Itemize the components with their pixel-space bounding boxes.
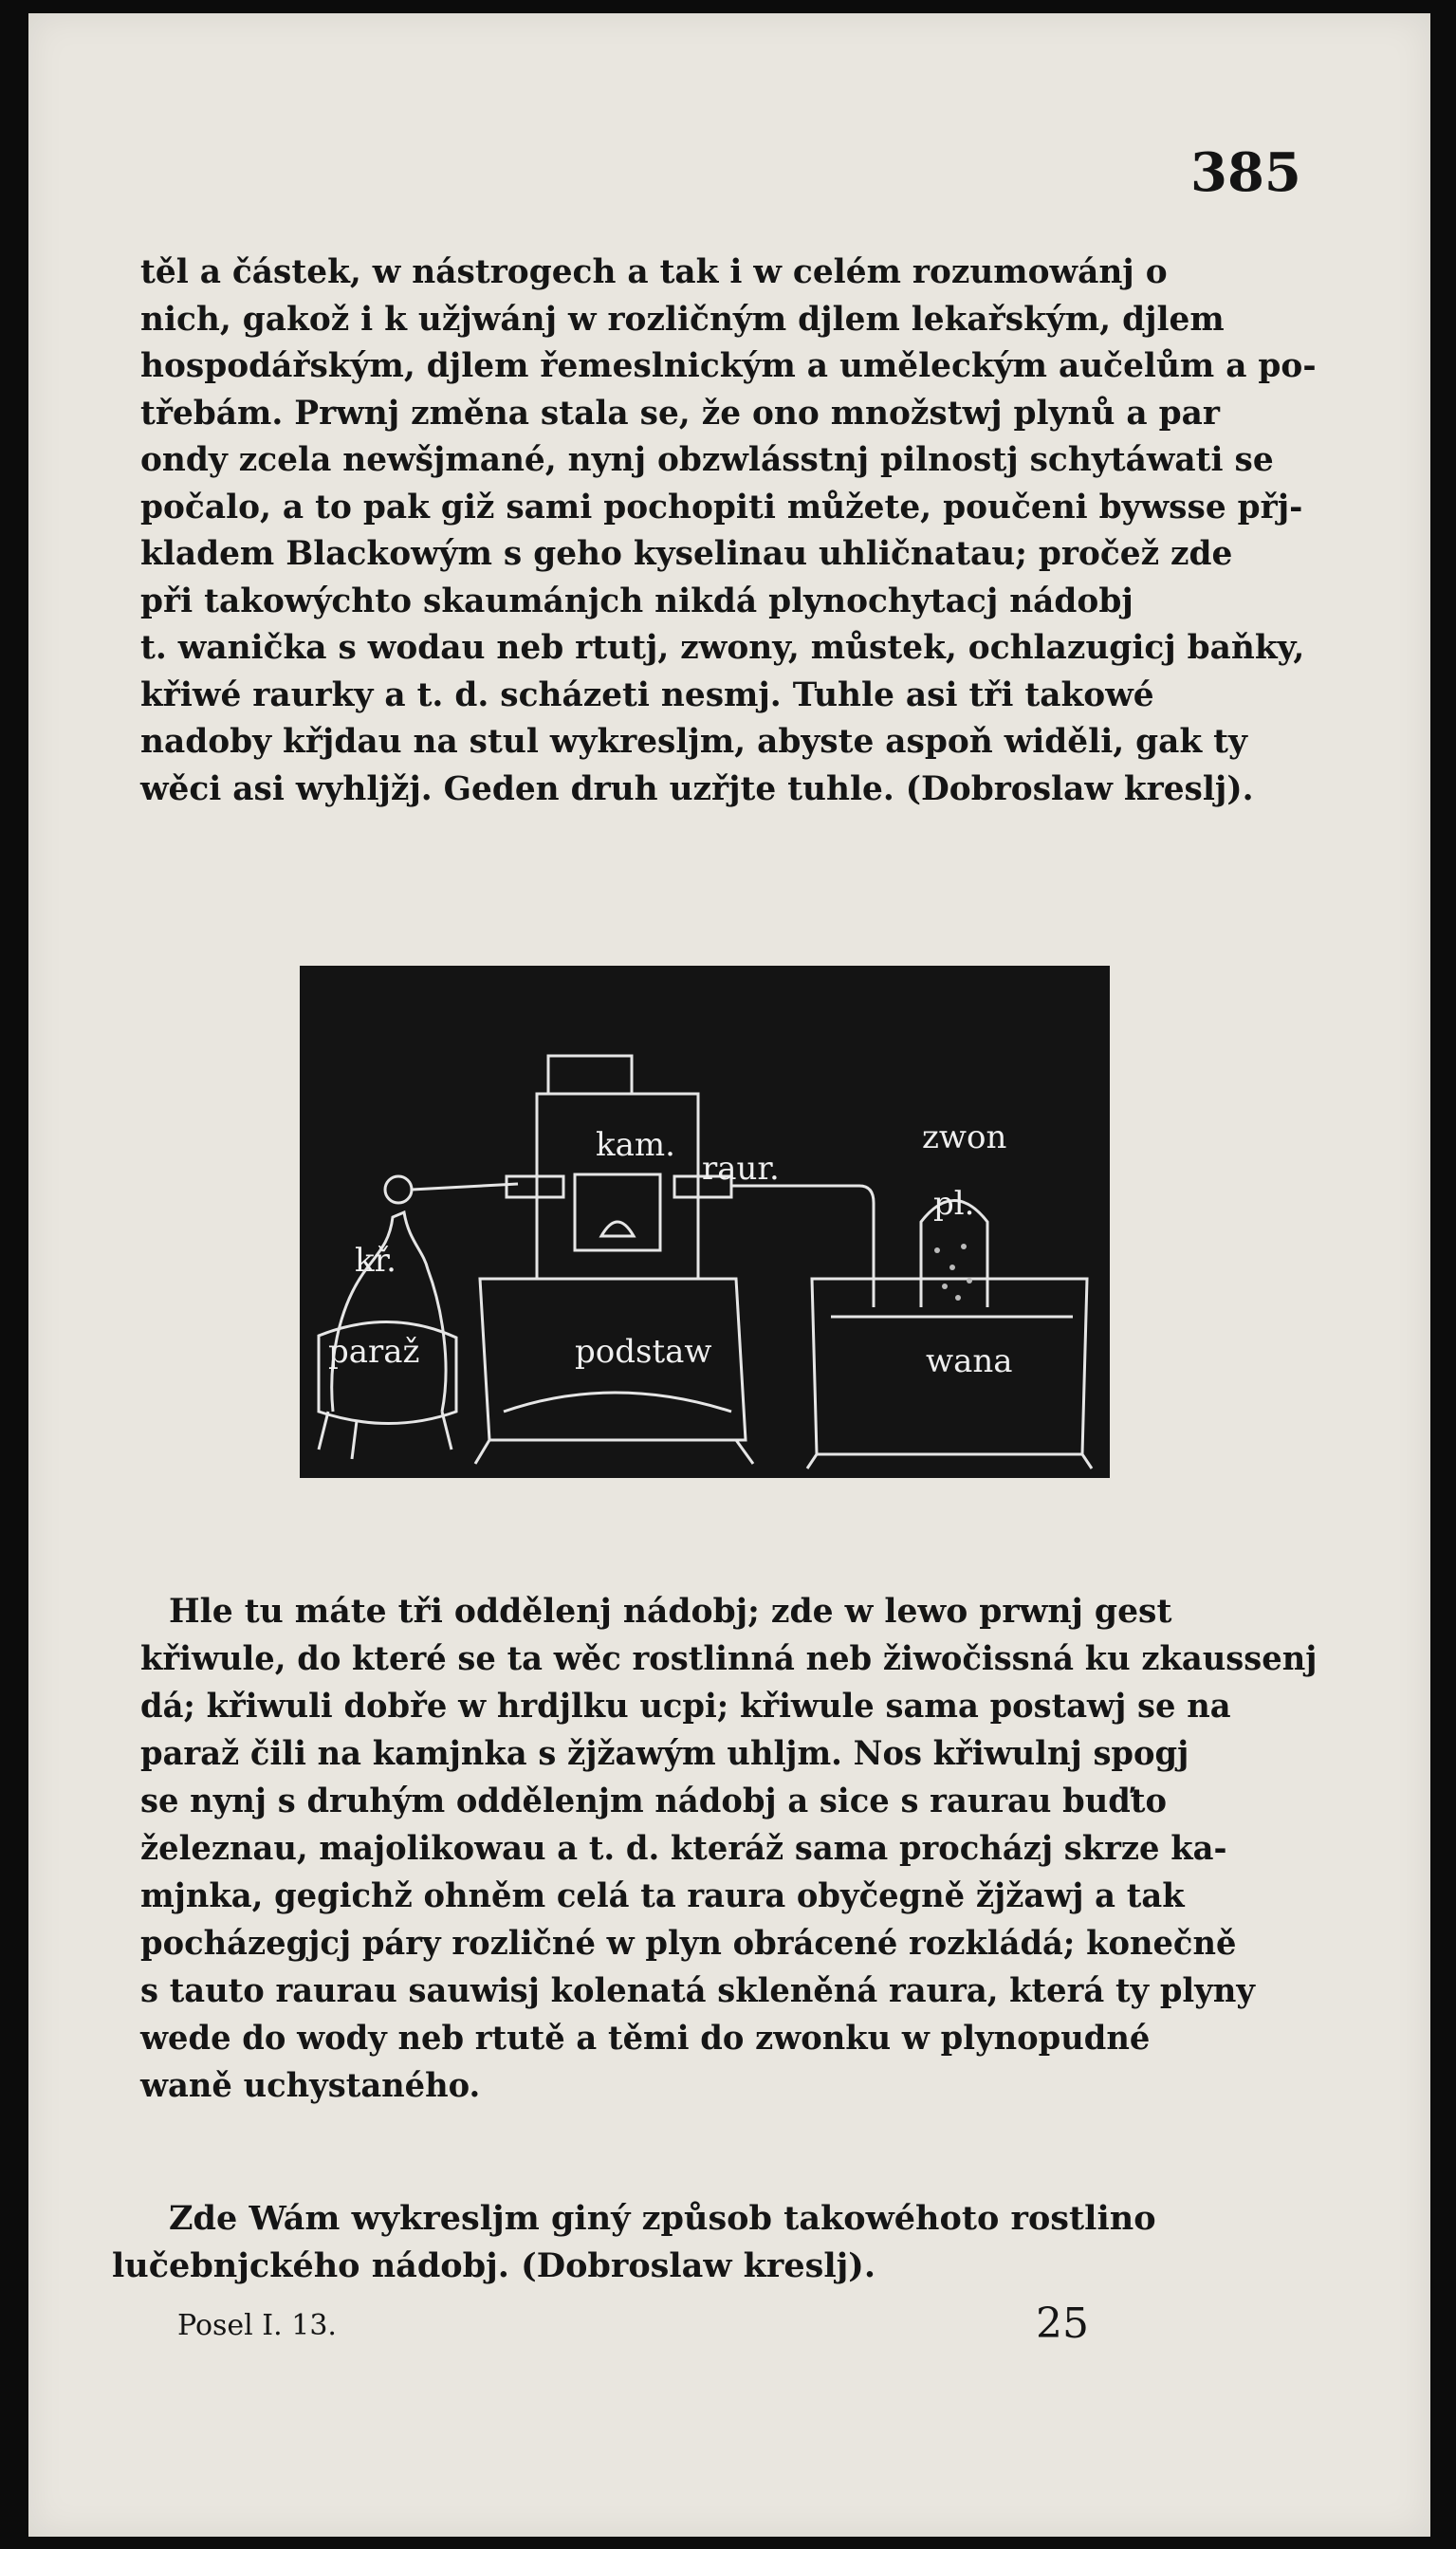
book-page (28, 13, 1430, 2537)
label-raur: raur. (702, 1150, 780, 1188)
text-line: se nynj s druhým oddělenjm nádobj a sice s raurau buďto (140, 1782, 1167, 1820)
paragraph-3 (112, 2195, 1156, 2290)
text-line: pocházegjcj páry rozličné w plyn obrácené rozkládá; konečně (140, 1924, 1237, 1963)
label-kam: kam. (596, 1126, 675, 1164)
text-line: křiwé raurky a t. d. scházeti nesmj. Tuhle asi tři takowé (140, 674, 1154, 714)
text-line: při takowýchto skaumánjch nikdá plynochytacj nádobj (140, 581, 1133, 620)
label-podstaw: podstaw (575, 1333, 712, 1371)
text-line: dá; křiwuli dobře w hrdjlku ucpi; křiwule sama postawj se na (140, 1687, 1231, 1726)
label-kr: kř. (355, 1242, 396, 1280)
text-line: wede do wody neb rtutě a těmi do zwonku w plynopudné (140, 2019, 1151, 2058)
sheet-number: 25 (1036, 2300, 1089, 2348)
label-zwon: zwon (922, 1118, 1007, 1156)
label-wana: wana (926, 1342, 1013, 1380)
text-line: waně uchystaného. (140, 2066, 481, 2105)
text-line: lučebnjckého nádobj. (Dobroslaw kreslj). (112, 2246, 876, 2285)
apparatus-drawing (300, 966, 1110, 1478)
text-line: počalo, a to pak giž sami pochopiti můžete, poučeni bywsse přj- (140, 487, 1303, 526)
text-line: nich, gakož i k užjwánj w rozličným djlem lekařským, djlem (140, 299, 1225, 339)
text-line: Hle tu máte tři oddělenj nádobj; zde w lewo prwnj gest (169, 1592, 1172, 1631)
text-line: železnau, majolikowau a t. d. kteráž sama procházj skrze ka- (140, 1829, 1227, 1868)
text-line: s tauto raurau sauwisj kolenatá skleněná raura, která ty plyny (140, 1971, 1255, 2010)
text-line: paraž čili na kamjnka s žjžawým uhljm. Nos křiwulnj spogj (140, 1734, 1189, 1773)
paragraph-1 (140, 249, 1339, 812)
paragraph-2 (140, 1588, 1361, 2110)
text-line: Zde Wám wykresljm giný způsob takowéhoto rostlino (169, 2199, 1156, 2238)
text-line: ondy zcela newšjmané, nynj obzwlásstnj pilnostj schytáwati se (140, 440, 1274, 479)
text-line: kladem Blackowým s geho kyselinau uhličnatau; pročež zde (140, 534, 1233, 573)
text-line: mjnka, gegichž ohněm celá ta raura obyčegně žjžawj a tak (140, 1876, 1185, 1915)
label-pl: pl. (933, 1185, 975, 1223)
text-line: třebám. Prwnj změna stala se, že ono množstwj plynů a par (140, 393, 1220, 433)
page-number: 385 (1190, 141, 1301, 204)
text-line: wěci asi wyhljžj. Geden druh uzřjte tuhle. (Dobroslaw kreslj). (140, 768, 1254, 808)
text-line: křiwule, do které se ta wěc rostlinná neb žiwočissná ku zkaussenj (140, 1639, 1318, 1678)
apparatus-illustration (300, 966, 1110, 1478)
text-line: nadoby křjdau na stul wykresljm, abyste aspoň widěli, gak ty (140, 722, 1247, 761)
text-line: těl a částek, w nástrogech a tak i w celém rozumowánj o (140, 252, 1168, 291)
printer-signature: Posel I. 13. (177, 2309, 337, 2342)
text-line: hospodářským, djlem řemeslnickým a uměleckým aučelům a po- (140, 346, 1317, 385)
text-line: t. wanička s wodau neb rtutj, zwony, můstek, ochlazugicj baňky, (140, 628, 1305, 667)
label-paraz: paraž (328, 1333, 420, 1371)
